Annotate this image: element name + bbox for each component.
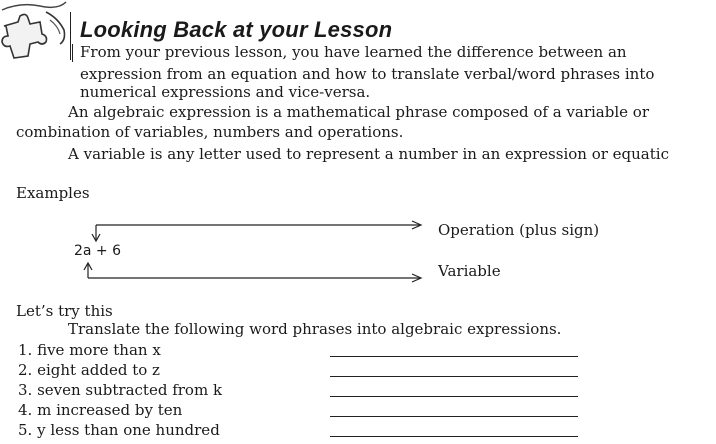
practice-item-1: 1. five more than x (18, 341, 161, 359)
intro-line-2: expression from an equation and how to translate verbal/word phrases into (80, 65, 655, 83)
answer-blank-3[interactable] (330, 396, 578, 397)
answer-blank-5[interactable] (330, 436, 578, 437)
practice-label: Let’s try this (16, 302, 113, 320)
answer-blank-4[interactable] (330, 416, 578, 417)
answer-blank-2[interactable] (330, 376, 578, 377)
intro-line-3: numerical expressions and vice-versa. (80, 83, 371, 101)
expression-definition-line-2: combination of variables, numbers and operations. (16, 123, 404, 141)
variable-definition: A variable is any letter used to represent a number in an expression or equatic (68, 145, 669, 163)
answer-blank-1[interactable] (330, 356, 578, 357)
practice-instruction: Translate the following word phrases into algebraic expressions. (68, 320, 562, 338)
examples-label: Examples (16, 184, 90, 202)
intro-line-1: From your previous lesson, you have learned the difference between an (80, 43, 627, 61)
variable-label: Variable (438, 262, 501, 280)
example-expression: 2a + 6 (74, 243, 122, 259)
expression-definition-line-1: An algebraic expression is a mathematical phrase composed of a variable or (68, 103, 649, 121)
heading: Looking Back at your Lesson (80, 17, 393, 42)
practice-item-3: 3. seven subtracted from k (18, 381, 223, 399)
operation-label: Operation (plus sign) (438, 221, 600, 239)
practice-item-4: 4. m increased by ten (18, 401, 183, 419)
practice-item-2: 2. eight added to z (18, 361, 160, 379)
practice-item-5: 5. y less than one hundred (18, 421, 220, 439)
